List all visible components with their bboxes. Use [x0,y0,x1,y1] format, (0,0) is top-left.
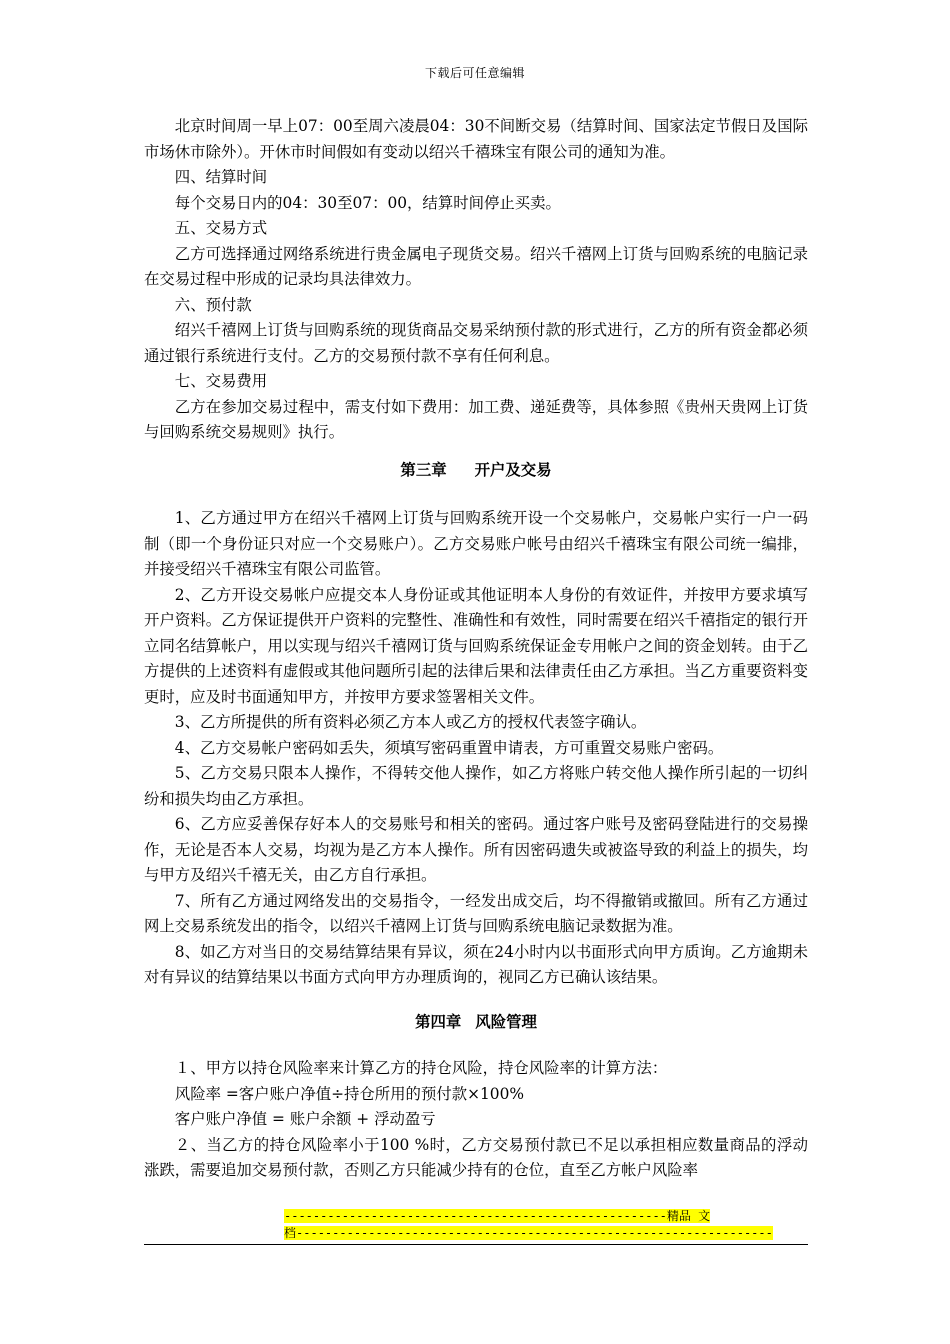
section-heading-prepayment: 六、预付款 [174,295,252,314]
footer-highlight-1: -----------------------------------------------------精品 文 [284,1209,711,1223]
footer-line-2 [144,1225,808,1242]
section-heading-fees: 七、交易费用 [174,372,268,390]
footer-rule [144,1244,808,1245]
section-heading-trading-mode: 五、交易方式 [174,219,268,237]
risk-formula-1: 风险率 =客户账户净值÷持仓所用的预付款×100% [174,1084,525,1103]
chapter-3-item: 1、乙方通过甲方在绍兴千禧网上订货与回购系统开设一个交易帐户，交易帐户实行一户一码制（即一个身份证只对应一个交易账户）。乙方交易账户帐号由绍兴千禧珠宝有限公司统一编排，并接受绍兴千禧珠宝有限公司监管。 [144,509,808,578]
chapter-3-item: 2、乙方开设交易帐户应提交本人身份证或其他证明本人身份的有效证件，并按甲方要求填写开户资料。乙方保证提供开户资料的完整性、准确性和有效性，同时需要在绍兴千禧指定的银行开立同名结算帐户，用以实现与绍兴千禧网订货与回购系统保证金专用帐户之间的资金划转。由于乙方提供的上述资料有虚假或其他问题所引起的法律后果和法律责任由乙方承担。当乙方重要资料变更时，应及时书面通知甲方，并按甲方要求签署相关文件。 [144,585,808,706]
risk-formula-2: 客户账户净值 = 账户余额 + 浮动盈亏 [174,1110,436,1128]
settlement-paragraph: 每个交易日内的04：30至07：00，结算时间停止买卖。 [174,193,561,212]
trading-mode-paragraph: 乙方可选择通过网络系统进行贵金属电子现货交易。绍兴千禧网上订货与回购系统的电脑记录在交易过程中形成的记录均具法律效力。 [144,244,808,288]
chapter-4-heading [144,1010,808,1036]
chapter-4-title: 风险管理 [475,1012,537,1031]
risk-paragraph-2: ２、当乙方的持仓风险率小于100 %时，乙方交易预付款已不足以承担相应数量商品的浮动涨跌，需要追加交易预付款，否则乙方只能减少持有的仓位，直至乙方帐户风险率 [144,1135,808,1179]
page-header: 下载后可任意编辑 [424,66,525,80]
footer-watermark [144,1208,808,1242]
footer-highlight-2: ------------------------------------------------------------------ [296,1226,773,1240]
fees-paragraph: 乙方在参加交易过程中，需支付如下费用：加工费、递延费等，具体参照《贵州天贵网上订货与回购系统交易规则》执行。 [144,397,808,441]
footer-line-1 [144,1208,808,1225]
document-body [144,114,808,1184]
chapter-3-item: 7、所有乙方通过网络发出的交易指令，一经发出成交后，均不得撤销或撤回。所有乙方通过网上交易系统发出的指令，以绍兴千禧网上订货与回购系统电脑记录数据为准。 [144,891,808,935]
chapter-3-item: 3、乙方所提供的所有资料必须乙方本人或乙方的授权代表签字确认。 [174,713,647,731]
risk-paragraph-1: １、甲方以持仓风险率来计算乙方的持仓风险，持仓风险率的计算方法： [174,1059,668,1077]
chapter-3-item: 6、乙方应妥善保存好本人的交易账号和相关的密码。通过客户账号及密码登陆进行的交易操作，无论是否本人交易，均视为是乙方本人操作。所有因密码遗失或被盗导致的利益上的损失，均与甲方及绍兴千禧无关，由乙方自行承担。 [144,815,808,884]
chapter-3-item: 5、乙方交易只限本人操作，不得转交他人操作，如乙方将账户转交他人操作所引起的一切纠纷和损失均由乙方承担。 [144,764,808,808]
chapter-3-title: 开户及交易 [474,460,552,479]
trading-hours-paragraph: 北京时间周一早上07：00至周六凌晨04：30不间断交易（结算时间、国家法定节假日及国际市场休市除外）。开休市时间假如有变动以绍兴千禧珠宝有限公司的通知为准。 [144,117,808,161]
prepayment-paragraph: 绍兴千禧网上订货与回购系统的现货商品交易采纳预付款的形式进行，乙方的所有资金都必须通过银行系统进行支付。乙方的交易预付款不享有任何利息。 [144,321,808,365]
chapter-3-item: 4、乙方交易帐户密码如丢失，须填写密码重置申请表，方可重置交易账户密码。 [174,738,724,757]
chapter-3-number: 第三章 [400,460,447,479]
section-heading-settlement: 四、结算时间 [174,168,268,186]
chapter-3-heading [144,458,808,484]
chapter-4-number: 第四章 [415,1012,462,1031]
chapter-3-item: 8、如乙方对当日的交易结算结果有异议，须在24小时内以书面形式向甲方质询。乙方逾期未对有异议的结算结果以书面方式向甲方办理质询的，视同乙方已确认该结果。 [144,942,808,986]
footer-highlight-2-lead: 档 [284,1226,297,1240]
